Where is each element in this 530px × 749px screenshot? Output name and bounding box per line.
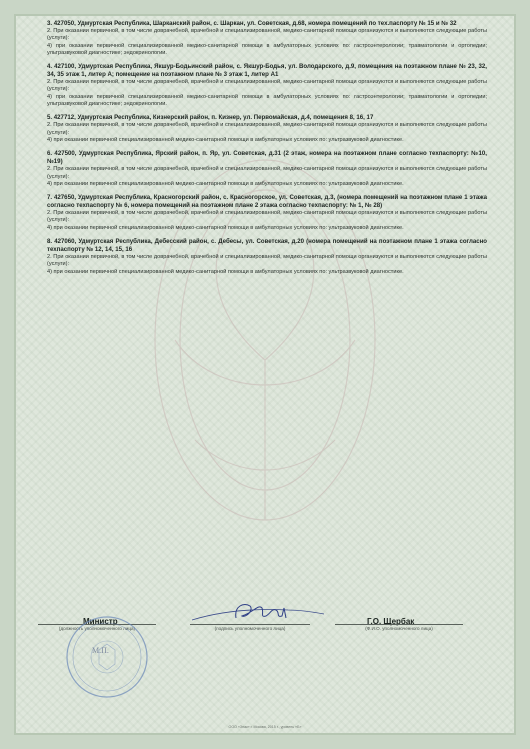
- entry-address: 6. 427500, Удмуртская Республика, Ярский район, п. Яр, ул. Советская, д.31 (2 этаж, номера на поэтажном плане согласно техпаспорту: №10, №19): [47, 150, 487, 166]
- license-entry: [47, 238, 487, 276]
- entry-address: 3. 427050, Удмуртская Республика, Шарканский район, с. Шаркан, ул. Советская, д.68, номера помещений по тех.паспорту № 15 и № 32: [47, 20, 457, 27]
- entry-service-line: 2. При оказании первичной, в том числе доврачебной, врачебной и специализированной, медико-санитарной помощи организуются и выполняются следующие работы (услуги):: [47, 79, 487, 93]
- entry-address: 7. 427650, Удмуртская Республика, Красногорский район, с. Красногорское, ул. Советская, д.3, (номера помещений на поэтажном плане 1 этажа согласно техпаспорту № 6, номера помещений на поэтажном плане 2 этажа согласно техпаспорту: № 1, № 28): [47, 194, 487, 210]
- entry-address: 8. 427060, Удмуртская Республика, Дебесский район, с. Дебесы, ул. Советская, д.20 (номера помещений на поэтажном плане 1 этажа согласно техпаспорту № 12, 14, 15, 16: [47, 238, 487, 254]
- license-entry: [47, 150, 487, 188]
- license-entry: [47, 20, 487, 57]
- entry-service-line: 4) при оказании первичной специализированной медико-санитарной помощи в амбулаторных условиях по: гастроэнтерологии; травматологии и ортопедии; ультразвуковой диагностике; эндокринологии.: [47, 42, 487, 56]
- name-line: [335, 624, 463, 625]
- entry-service-line: 4) при оказании первичной специализированной медико-санитарной помощи в амбулаторных условиях по: ультразвуковой диагностике.: [47, 180, 404, 187]
- official-stamp: [64, 614, 150, 700]
- entry-service-line: 2. При оказании первичной, в том числе доврачебной, врачебной и специализированной, медико-санитарной помощи организуются и выполняются следующие работы (услуги):: [47, 122, 487, 136]
- entry-service-line: 4) при оказании первичной специализированной медико-санитарной помощи в амбулаторных условиях по: гастроэнтерологии; травматологии и ортопедии; ультразвуковой диагностике; эндокринологии.: [47, 93, 487, 108]
- signatory-name: Г.О. Щербак: [367, 617, 415, 626]
- license-entry: [47, 114, 487, 144]
- stamp-mark: М.П.: [92, 646, 109, 655]
- name-caption: (Ф.И.О. уполномоченного лица): [365, 626, 433, 631]
- entry-service-line: 4) при оказании первичной специализированной медико-санитарной помощи в амбулаторных условиях по: ультразвуковой диагностике.: [47, 224, 404, 231]
- entry-service-line: 2. При оказании первичной, в том числе доврачебной, врачебной и специализированной, медико-санитарной помощи организуются и выполняются следующие работы (услуги):: [47, 254, 487, 268]
- printer-footer: ООО «Знак» г. Москва, 2015 г., уровень «Б»: [228, 725, 302, 729]
- entry-service-line: 2. При оказании первичной, в том числе доврачебной, врачебной и специализированной, медико-санитарной помощи организуются и выполняются следующие работы (услуги):: [47, 166, 487, 180]
- entry-service-line: 2. При оказании первичной, в том числе доврачебной, врачебной и специализированной, медико-санитарной помощи организуются и выполняются следующие работы (услуги):: [47, 28, 487, 42]
- entry-address: 5. 427712, Удмуртская Республика, Кизнерский район, п. Кизнер, ул. Первомайская, д.4, помещения 8, 16, 17: [47, 114, 374, 122]
- license-entry: [47, 63, 487, 108]
- license-appendix-text: [47, 20, 487, 282]
- license-entry: [47, 194, 487, 232]
- entry-service-line: 2. При оказании первичной, в том числе доврачебной, врачебной и специализированной, медико-санитарной помощи организуются и выполняются следующие работы (услуги):: [47, 210, 487, 224]
- minister-title: Министр: [83, 617, 118, 626]
- entry-service-line: 4) при оказании первичной специализированной медико-санитарной помощи в амбулаторных условиях по: ультразвуковой диагностике.: [47, 136, 404, 143]
- position-caption: (должность уполномоченного лица): [58, 626, 136, 631]
- handwritten-signature: [188, 594, 328, 628]
- signature-caption: (подпись уполномоченного лица): [214, 626, 286, 631]
- signature-line: [190, 624, 310, 625]
- entry-address: 4. 427100, Удмуртская Республика, Якшур-Бодьинский район, с. Якшур-Бодья, ул. Володарского, д.9, помещения на поэтажном плане № 23, 32, 34, 35 этаж 1, литер А; помещение на поэтажном плане № 3 этаж 1, литер А1: [47, 63, 487, 79]
- entry-service-line: 4) при оказании первичной специализированной медико-санитарной помощи в амбулаторных условиях по: ультразвуковой диагностике.: [47, 268, 404, 275]
